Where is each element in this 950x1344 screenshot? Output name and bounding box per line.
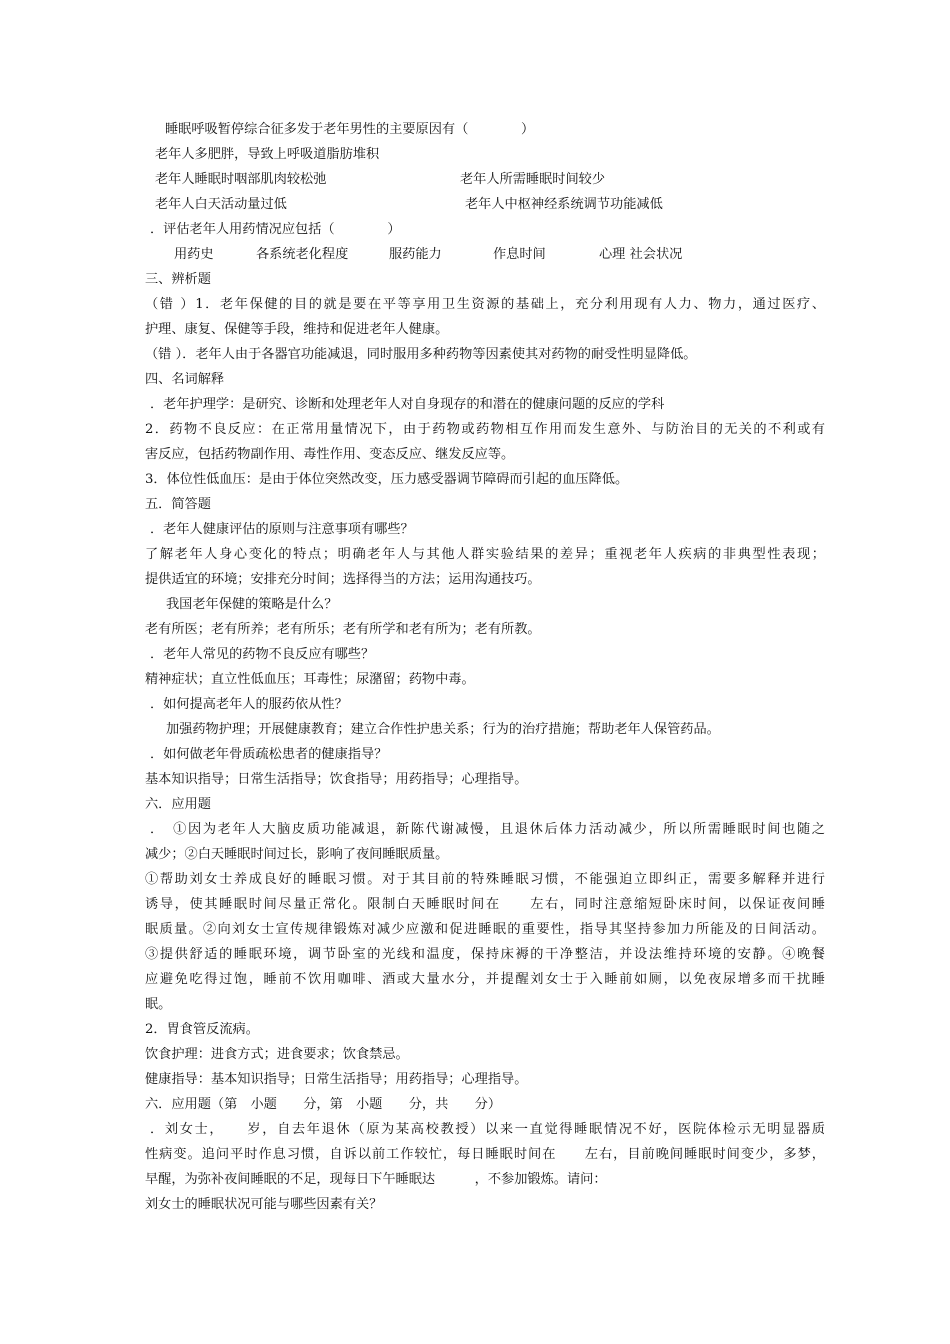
mc-option: 用药史 — [174, 247, 214, 262]
short-question: ．老年人健康评估的原则与注意事项有哪些？ — [150, 522, 414, 537]
mc-option: 作息时间 — [493, 247, 546, 262]
short-answer: 基本知识指导；日常生活指导；饮食指导；用药指导；心理指导。 — [145, 772, 528, 787]
section-heading: 六．应用题 — [145, 797, 211, 812]
mc-option: 老年人睡眠时咽部肌肉较松弛 — [155, 172, 327, 187]
tf-item-continued: 护理、康复、保健等手段，维持和促进老年人健康。 — [145, 322, 449, 337]
application-answer-continued: 应避免吃得过饱，睡前不饮用咖啡、酒或大量水分，并提醒刘女士于入睡前如厕，以免夜尿增多而干扰睡 — [145, 972, 825, 987]
short-question: 我国老年保健的策略是什么？ — [166, 597, 338, 612]
term-definition: 2．药物不良反应：在正常用量情况下，由于药物或药物相互作用而发生意外、与防治目的无关的不利或有 — [145, 422, 825, 437]
case-text-continued: 性病变。追问平时作息习惯，自诉以前工作较忙，每日睡眠时间在 左右，目前晚间睡眠时间变少，多梦， — [145, 1147, 825, 1162]
application-answer-continued: 减少；②白天睡眠时间过长，影响了夜间睡眠质量。 — [145, 847, 449, 862]
mc-option: 老年人中枢神经系统调节功能减低 — [465, 197, 663, 212]
short-answer: 老有所医；老有所养；老有所乐；老有所学和老有所为；老有所教。 — [145, 622, 541, 637]
application-answer-continued: ③提供舒适的睡眠环境，调节卧室的光线和温度，保持床褥的干净整洁，并设法维持环境的安静。④晚餐 — [145, 947, 825, 962]
tf-item: （错 ）．老年人由于各器官功能减退，同时服用多种药物等因素使其对药物的耐受性明显降低。 — [145, 347, 697, 362]
application-answer-continued: 诱导，使其睡眠时间尽量正常化。限制白天睡眠时间在 左右，同时注意缩短卧床时间，以保证夜间睡 — [145, 897, 825, 912]
short-answer-continued: 提供适宜的环境；安排充分时间；选择得当的方法；运用沟通技巧。 — [145, 572, 541, 587]
application-answer: 健康指导：基本知识指导；日常生活指导；用药指导；心理指导。 — [145, 1072, 528, 1087]
section-heading: 六．应用题（第 小题 分，第 小题 分，共 分） — [145, 1097, 502, 1112]
term-definition-continued: 害反应，包括药物副作用、毒性作用、变态反应、继发反应等。 — [145, 447, 515, 462]
tf-item: （错 ）1．老年保健的目的就是要在平等享用卫生资源的基础上，充分利用现有人力、物力，通过医疗、 — [145, 297, 825, 312]
case-text-continued: 早醒，为弥补夜间睡眠的不足，现每日下午睡眠达 ，不参加锻炼。请问： — [145, 1172, 607, 1187]
case-question: 刘女士的睡眠状况可能与哪些因素有关？ — [145, 1197, 383, 1212]
term-definition: ．老年护理学：是研究、诊断和处理老年人对自身现存的和潜在的健康问题的反应的学科 — [150, 397, 665, 412]
mc-option: 心理 社会状况 — [599, 247, 683, 262]
section-heading: 三、辨析题 — [145, 272, 211, 287]
short-question: ．老年人常见的药物不良反应有哪些？ — [150, 647, 375, 662]
application-answer-continued: 眠质量。②向刘女士宣传规律锻炼对减少应激和促进睡眠的重要性，指导其坚持参加力所能及的日间活动。 — [145, 922, 825, 937]
short-question: ．如何提高老年人的服药依从性？ — [150, 697, 348, 712]
case-text: ．刘女士， 岁，自去年退休（原为某高校教授）以来一直觉得睡眠情况不好，医院体检示无明显器质 — [150, 1122, 825, 1137]
application-answer: ①帮助刘女士养成良好的睡眠习惯。对于其目前的特殊睡眠习惯，不能强迫立即纠正，需要多解释并进行 — [145, 872, 825, 887]
mc-question-medication: ．评估老年人用药情况应包括（ ） — [150, 222, 401, 237]
mc-option: 老年人所需睡眠时间较少 — [460, 172, 606, 187]
section-heading: 四、名词解释 — [145, 372, 225, 387]
application-answer: ． ①因为老年人大脑皮质功能减退，新陈代谢减慢，且退休后体力活动减少，所以所需睡眠时间也随之 — [150, 822, 825, 837]
mc-option: 老年人白天活动量过低 — [155, 197, 287, 212]
term-definition: 3．体位性低血压：是由于体位突然改变，压力感受器调节障碍而引起的血压降低。 — [145, 472, 629, 487]
mc-question-osa: 睡眠呼吸暂停综合征多发于老年男性的主要原因有（ ） — [165, 122, 535, 137]
short-question: ．如何做老年骨质疏松患者的健康指导？ — [150, 747, 388, 762]
mc-option: 服药能力 — [389, 247, 442, 262]
short-answer: 加强药物护理；开展健康教育；建立合作性护患关系；行为的治疗措施；帮助老年人保管药品。 — [166, 722, 720, 737]
application-answer: 饮食护理：进食方式；进食要求；饮食禁忌。 — [145, 1047, 409, 1062]
section-heading: 五．简答题 — [145, 497, 211, 512]
application-answer-continued: 眠。 — [145, 997, 172, 1012]
short-answer: 精神症状；直立性低血压；耳毒性；尿潴留；药物中毒。 — [145, 672, 475, 687]
mc-option: 各系统老化程度 — [256, 247, 349, 262]
application-answer: 2．胃食管反流病。 — [145, 1022, 259, 1037]
mc-option: 老年人多肥胖，导致上呼吸道脂肪堆积 — [155, 147, 380, 162]
short-answer: 了解老年人身心变化的特点；明确老年人与其他人群实验结果的差异；重视老年人疾病的非典型性表现； — [145, 547, 825, 562]
